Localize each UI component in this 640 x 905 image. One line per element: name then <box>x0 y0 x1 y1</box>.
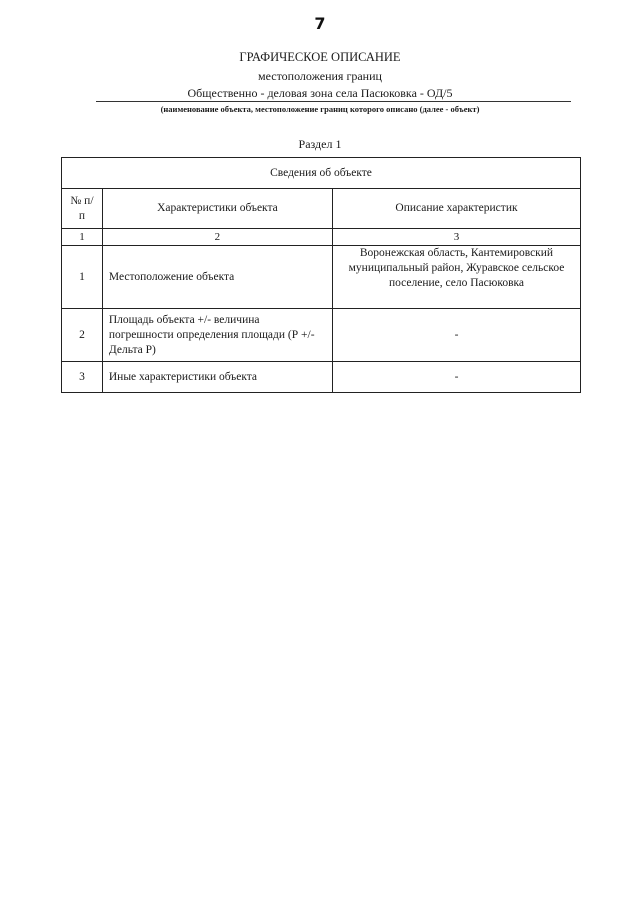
object-info-table <box>61 157 581 393</box>
row-characteristic: Площадь объекта +/- величина погрешности определения площади (Р +/- Дельта Р) <box>102 309 332 362</box>
row-number: 1 <box>62 246 103 309</box>
document-title: ГРАФИЧЕСКОЕ ОПИСАНИЕ <box>239 50 401 64</box>
page-number: 7 <box>314 14 326 33</box>
row-characteristic: Местоположение объекта <box>102 246 332 309</box>
row-number: 2 <box>62 309 103 362</box>
object-name: Общественно - деловая зона села Пасюковка - ОД/5 <box>187 86 453 100</box>
row-description: - <box>332 362 580 393</box>
table-row <box>62 362 581 393</box>
column-header-number: № п/п <box>62 189 103 229</box>
row-characteristic: Иные характеристики объекта <box>102 362 332 393</box>
column-index-1: 1 <box>62 229 103 246</box>
column-index-2: 2 <box>102 229 332 246</box>
row-description: - <box>332 309 580 362</box>
column-index-3: 3 <box>332 229 580 246</box>
column-header-description: Описание характеристик <box>332 189 580 229</box>
column-header-characteristics: Характеристики объекта <box>102 189 332 229</box>
object-name-caption: (наименование объекта, местоположение границ которого описано (далее - объект) <box>160 104 480 114</box>
table-header: Сведения об объекте <box>62 158 581 189</box>
table-row <box>62 309 581 362</box>
table-row <box>62 246 581 309</box>
row-description: Воронежская область, Кантемировский муниципальный район, Журавское сельское поселение, село Пасюковка <box>332 246 580 309</box>
section-title: Раздел 1 <box>298 137 342 151</box>
row-number: 3 <box>62 362 103 393</box>
object-name-underline <box>96 101 571 102</box>
document-subtitle: местоположения границ <box>258 69 382 83</box>
